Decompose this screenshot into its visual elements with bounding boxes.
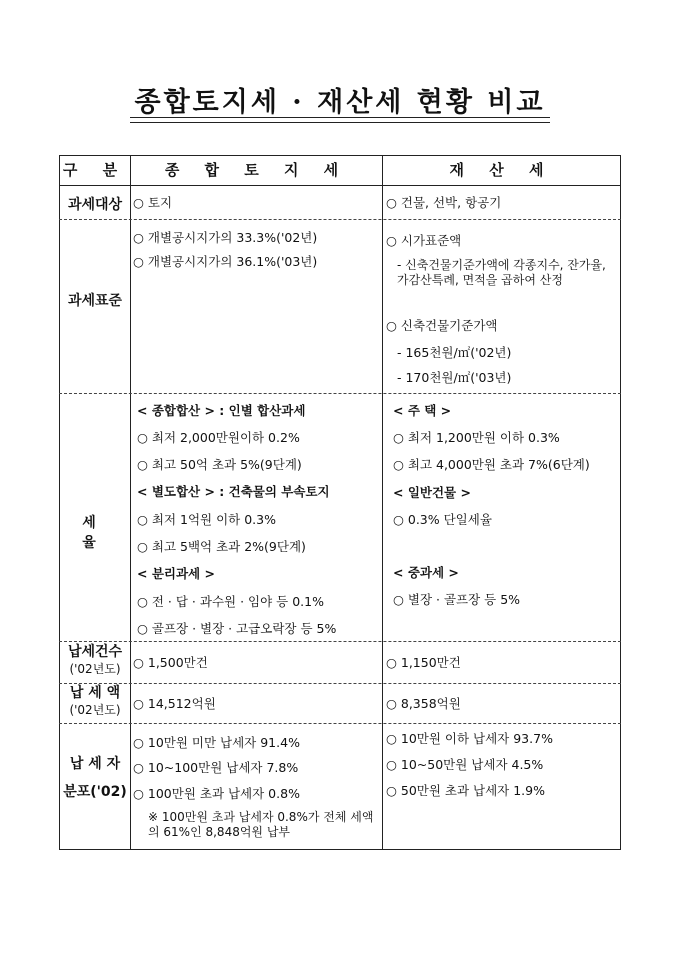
property-standard-item: - 165천원/㎡('02년) bbox=[397, 345, 512, 360]
property-rate-heading: < 주 택 > bbox=[393, 403, 452, 418]
row-label-standard: 과세표준 bbox=[67, 293, 123, 309]
property-rate-heading: < 중과세 > bbox=[393, 565, 459, 580]
land-rate-item: ○ 최저 2,000만원이하 0.2% bbox=[137, 430, 300, 445]
row-divider bbox=[59, 393, 621, 394]
land-distribution-note: ※ 100만원 초과 납세자 0.8%가 전체 세액의 61%인 8,848억원 납부 bbox=[148, 810, 374, 839]
column-divider-2 bbox=[382, 155, 383, 850]
column-divider-1 bbox=[130, 155, 131, 850]
property-rate-item: ○ 0.3% 단일세율 bbox=[393, 512, 492, 527]
header-rule bbox=[59, 185, 621, 186]
land-rate-item: ○ 최저 1억원 이하 0.3% bbox=[137, 512, 276, 527]
header-land-tax: 종 합 토 지 세 bbox=[164, 161, 349, 179]
land-distribution-item: ○ 10만원 미만 납세자 91.4% bbox=[133, 735, 300, 750]
row-label-count bbox=[60, 644, 130, 678]
row-label-amount bbox=[60, 685, 130, 719]
property-amount-value: ○ 8,358억원 bbox=[386, 696, 461, 711]
property-rate-item: ○ 별장 · 골프장 등 5% bbox=[393, 592, 521, 607]
property-rate-item: ○ 최저 1,200만원 이하 0.3% bbox=[393, 430, 560, 445]
row-label-target: 과세대상 bbox=[67, 197, 123, 213]
property-standard-detail: - 신축건물기준가액에 각종지수, 잔가율, 가감산특례, 면적을 곱하여 산정 bbox=[397, 258, 606, 287]
row-divider bbox=[59, 723, 621, 724]
property-rate-item: ○ 최고 4,000만원 초과 7%(6단계) bbox=[393, 457, 590, 472]
property-distribution-item: ○ 10만원 이하 납세자 93.7% bbox=[386, 731, 553, 746]
property-standard-item: ○ 신축건물기준가액 bbox=[386, 318, 498, 333]
row-label-rate: 세 율 bbox=[82, 515, 118, 551]
land-rate-heading: < 종합합산 > : 인별 합산과세 bbox=[137, 403, 306, 418]
header-property-tax: 재 산 세 bbox=[449, 161, 554, 179]
land-distribution-item: ○ 10~100만원 납세자 7.8% bbox=[133, 760, 299, 775]
property-standard-item: ○ 시가표준액 bbox=[386, 233, 462, 248]
row-label-count-year: ('02년도) bbox=[69, 662, 121, 676]
row-label-distribution-year: 분포('02) bbox=[63, 784, 127, 800]
property-standard-item: - 170천원/㎡('03년) bbox=[397, 370, 512, 385]
row-divider bbox=[59, 683, 621, 684]
row-label-amount-main: 납 세 액 bbox=[69, 685, 121, 701]
land-distribution-item: ○ 100만원 초과 납세자 0.8% bbox=[133, 786, 300, 801]
page-title: 종합토지세 · 재산세 현황 비교 bbox=[134, 87, 546, 118]
land-target-item: ○ 토지 bbox=[133, 195, 173, 210]
property-count-value: ○ 1,150만건 bbox=[386, 655, 461, 670]
land-rate-heading: < 분리과세 > bbox=[137, 566, 215, 581]
row-label-count-main: 납세건수 bbox=[67, 644, 123, 660]
row-label-amount-year: ('02년도) bbox=[69, 703, 121, 717]
land-standard-item: ○ 개별공시지가의 33.3%('02년) bbox=[133, 230, 318, 245]
row-divider bbox=[59, 219, 621, 220]
header-category: 구 분 bbox=[62, 161, 128, 179]
property-distribution-item: ○ 10~50만원 납세자 4.5% bbox=[386, 757, 544, 772]
property-distribution-item: ○ 50만원 초과 납세자 1.9% bbox=[386, 783, 545, 798]
land-rate-item: ○ 최고 5백억 초과 2%(9단계) bbox=[137, 539, 306, 554]
row-label-distribution: 납 세 자 bbox=[69, 756, 121, 772]
property-rate-heading: < 일반건물 > bbox=[393, 485, 471, 500]
land-standard-item: ○ 개별공시지가의 36.1%('03년) bbox=[133, 254, 318, 269]
land-rate-item: ○ 최고 50억 초과 5%(9단계) bbox=[137, 457, 302, 472]
property-target-item: ○ 건물, 선박, 항공기 bbox=[386, 195, 502, 210]
land-rate-heading: < 별도합산 > : 건축물의 부속토지 bbox=[137, 484, 330, 499]
land-rate-item: ○ 전 · 답 · 과수원 · 임야 등 0.1% bbox=[137, 594, 324, 609]
land-amount-value: ○ 14,512억원 bbox=[133, 696, 216, 711]
land-count-value: ○ 1,500만건 bbox=[133, 655, 208, 670]
land-rate-item: ○ 골프장 · 별장 · 고급오락장 등 5% bbox=[137, 621, 337, 636]
title-double-underline bbox=[130, 117, 550, 123]
row-divider bbox=[59, 641, 621, 642]
